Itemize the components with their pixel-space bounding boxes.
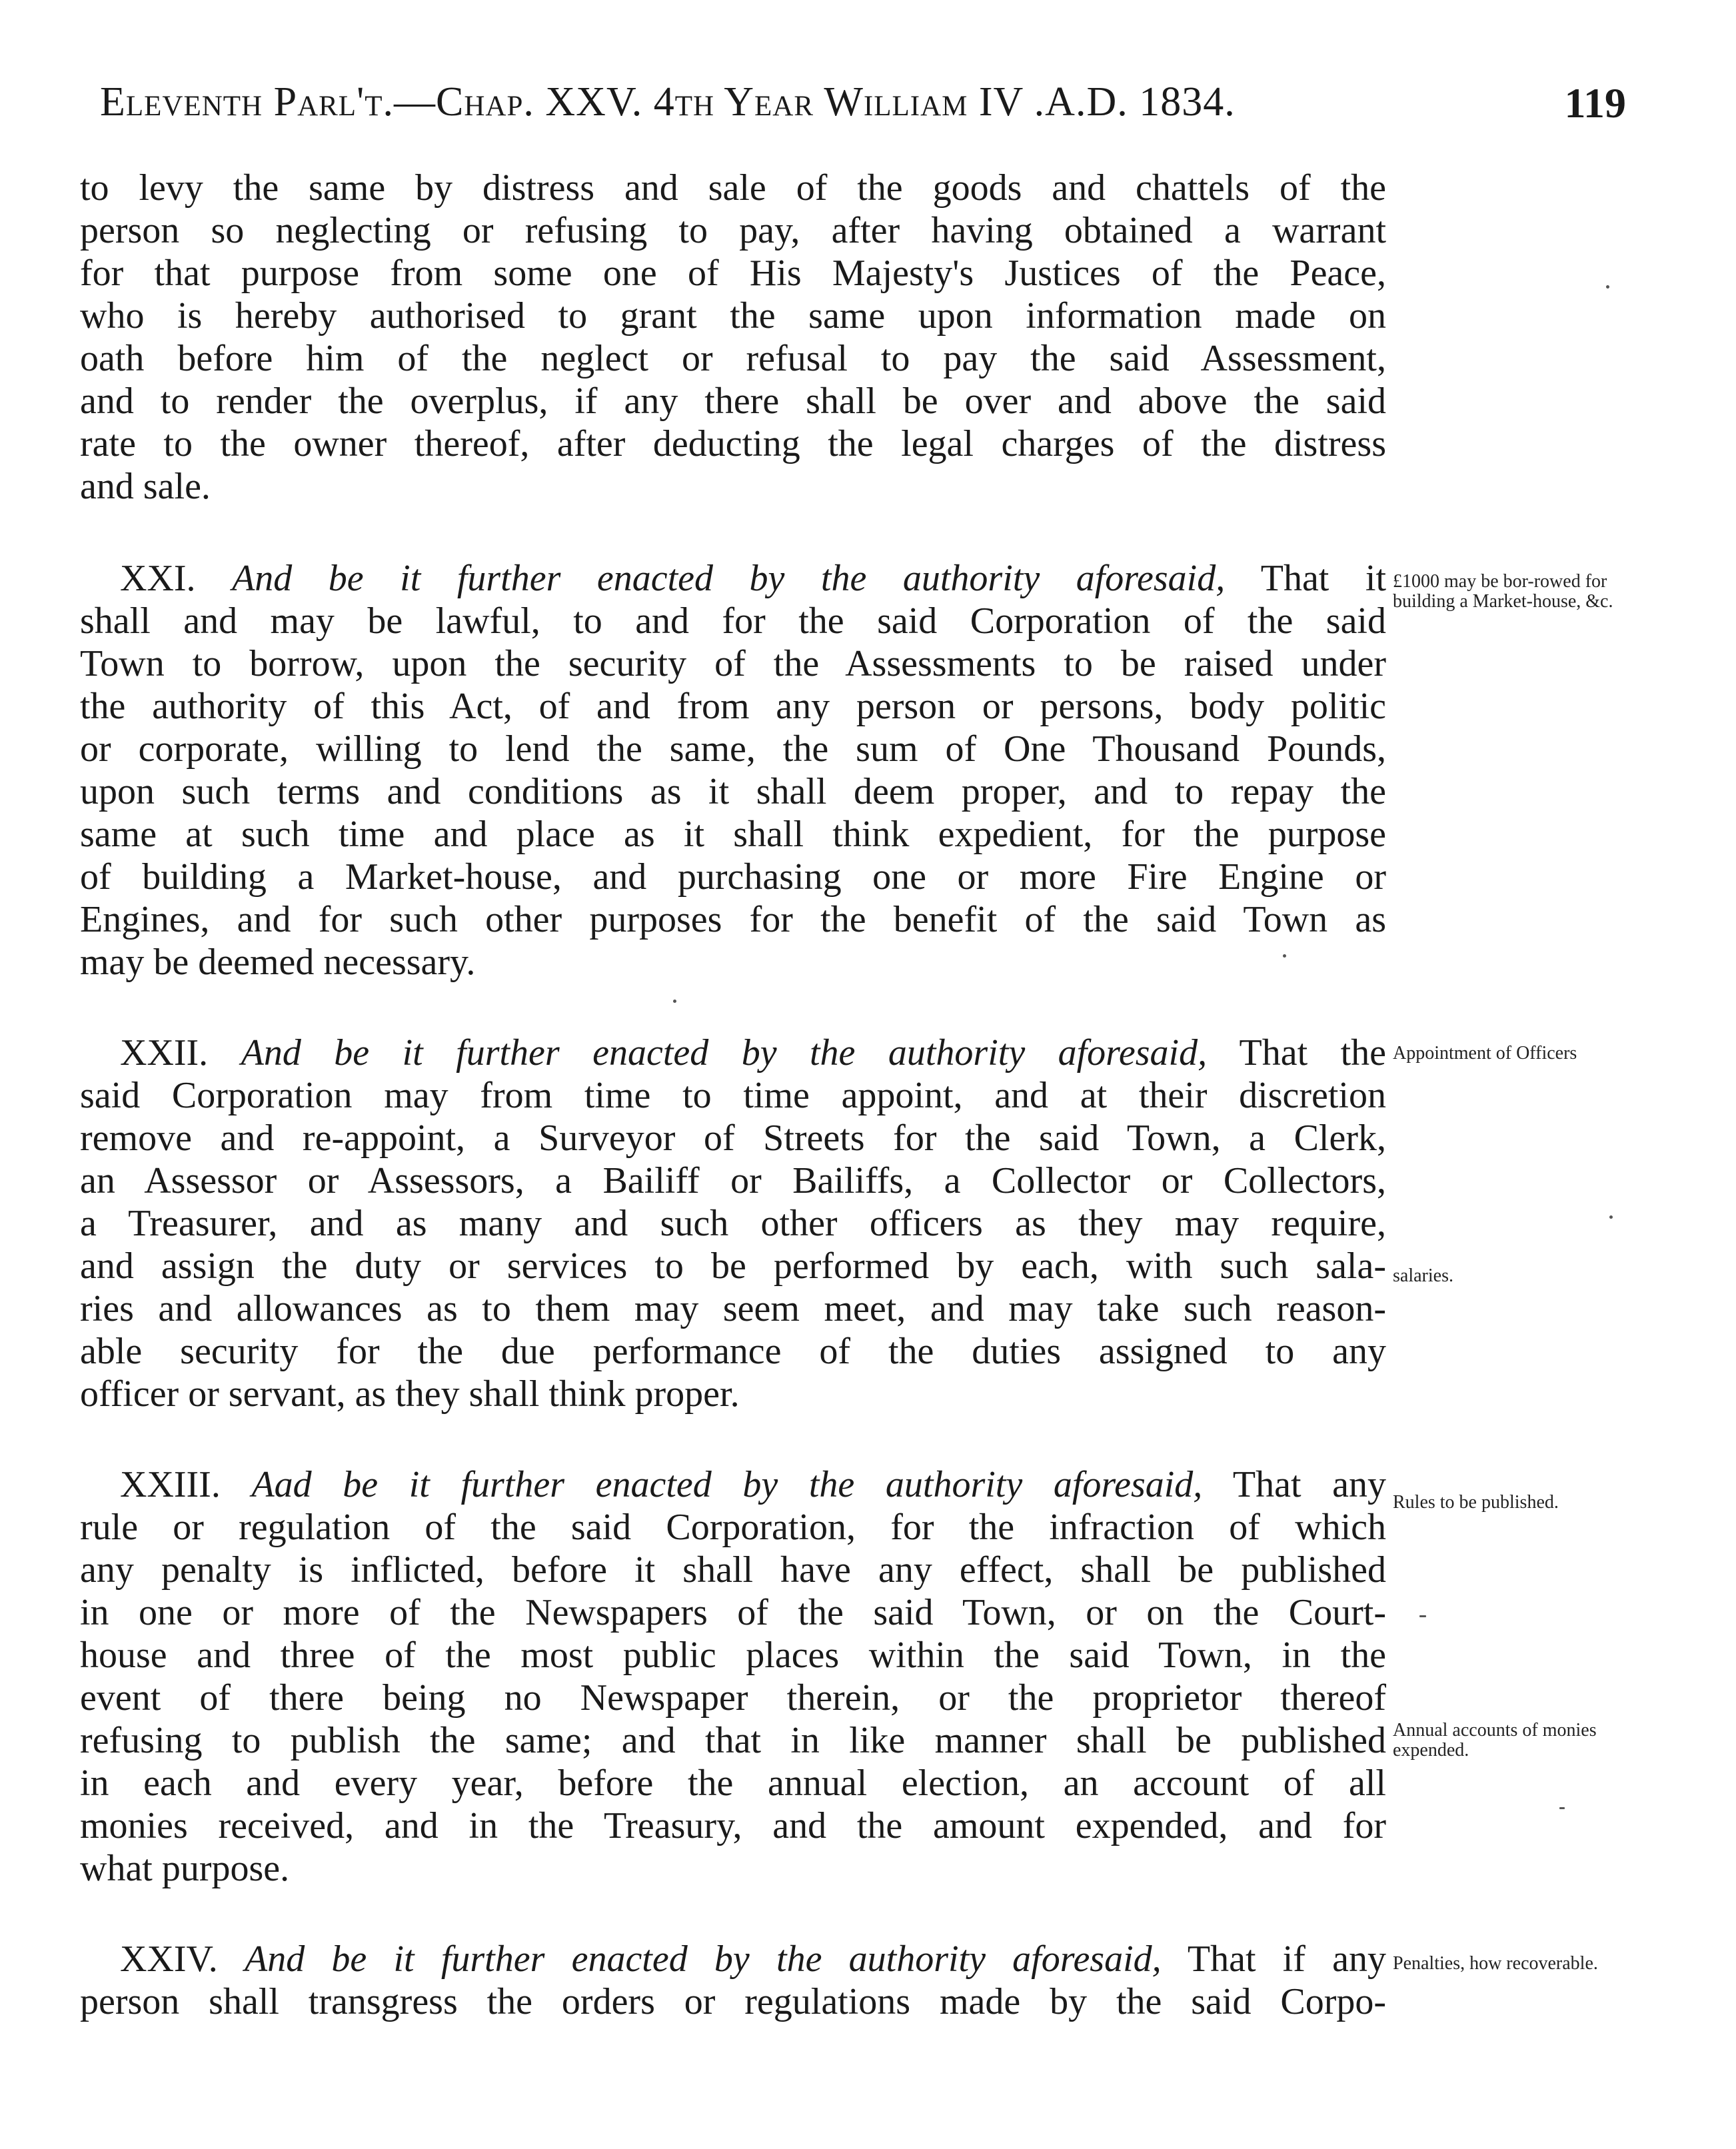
text-line: what purpose. bbox=[80, 1848, 290, 1889]
speck bbox=[1559, 1807, 1565, 1809]
text-line: and to render the overplus, if any there shall be over and above the said bbox=[80, 380, 1386, 422]
text-line: person so neglecting or refusing to pay, after having obtained a warrant bbox=[80, 210, 1386, 251]
section-number: XXI. bbox=[120, 558, 196, 599]
text-line: house and three of the most public places within the said Town, in the bbox=[80, 1635, 1386, 1676]
section-xxiv bbox=[80, 1938, 1386, 2023]
text-line: Engines, and for such other purposes for the benefit of the said Town as bbox=[80, 899, 1386, 940]
text-line: oath before him of the neglect or refusal to pay the said Assessment, bbox=[80, 338, 1386, 379]
margin-note-rules: Rules to be published. bbox=[1393, 1492, 1559, 1513]
section-opening-line bbox=[80, 1463, 1386, 1506]
text-line: a Treasurer, and as many and such other officers as they may require, bbox=[80, 1203, 1386, 1244]
section-opening-line bbox=[80, 1938, 1386, 1980]
text-line: event of there being no Newspaper therein, or the proprietor thereof bbox=[80, 1677, 1386, 1719]
speck bbox=[1419, 1615, 1426, 1617]
text-line: or corporate, willing to lend the same, the sum of One Thousand Pounds, bbox=[80, 728, 1386, 770]
speck bbox=[1283, 954, 1286, 958]
margin-note-accounts: Annual accounts of monies expended. bbox=[1393, 1720, 1597, 1761]
section-continuation bbox=[80, 167, 1386, 508]
text-line: an Assessor or Assessors, a Bailiff or Bailiffs, a Collector or Collectors, bbox=[80, 1160, 1386, 1201]
text-line: rate to the owner thereof, after deducting the legal charges of the distress bbox=[80, 423, 1386, 464]
text-line: the authority of this Act, of and from any person or persons, body politic bbox=[80, 686, 1386, 727]
text-line: to levy the same by distress and sale of the goods and chattels of the bbox=[80, 167, 1386, 209]
margin-notes bbox=[1393, 0, 1659, 2149]
text-line: and assign the duty or services to be performed by each, with such sala- bbox=[80, 1245, 1386, 1287]
enacting-clause: And be it further enacted by the authority aforesaid, bbox=[244, 1938, 1162, 1980]
first-line-rest: That the bbox=[1239, 1032, 1387, 1074]
first-line-rest: That if any bbox=[1187, 1938, 1387, 1980]
body-text bbox=[80, 167, 1386, 2071]
first-line-rest: That it bbox=[1260, 558, 1386, 599]
text-line: same at such time and place as it shall think expedient, for the purpose bbox=[80, 814, 1386, 855]
section-xxi bbox=[80, 557, 1386, 984]
text-line: refusing to publish the same; and that in like manner shall be published bbox=[80, 1720, 1386, 1761]
section-xxii bbox=[80, 1032, 1386, 1415]
section-opening-line bbox=[80, 1032, 1386, 1074]
margin-note-penalties: Penalties, how recoverable. bbox=[1393, 1953, 1598, 1974]
section-number: XXIII. bbox=[120, 1464, 221, 1505]
text-line: able security for the due performance of the duties assigned to any bbox=[80, 1331, 1386, 1372]
speck bbox=[1606, 285, 1609, 289]
section-number: XXIV. bbox=[120, 1938, 218, 1980]
text-line: rule or regulation of the said Corporation, for the infraction of which bbox=[80, 1507, 1386, 1548]
speck bbox=[1609, 1215, 1613, 1219]
text-line: upon such terms and conditions as it shall deem proper, and to repay the bbox=[80, 771, 1386, 812]
margin-note-borrowing: £1000 may be bor-rowed for building a Market-house, &c. bbox=[1393, 571, 1613, 612]
enacting-clause: And be it further enacted by the authority aforesaid, bbox=[232, 558, 1226, 599]
section-opening-line bbox=[80, 557, 1386, 600]
section-number: XXII. bbox=[120, 1032, 209, 1074]
text-line: Town to borrow, upon the security of the Assessments to be raised under bbox=[80, 643, 1386, 684]
enacting-clause: And be it further enacted by the authority aforesaid, bbox=[241, 1032, 1208, 1074]
text-line: any penalty is inflicted, before it shall have any effect, shall be published bbox=[80, 1549, 1386, 1591]
page-number: 119 bbox=[1564, 79, 1626, 127]
enacting-clause: Aad be it further enacted by the authority aforesaid, bbox=[251, 1464, 1203, 1505]
text-line: may be deemed necessary. bbox=[80, 942, 476, 983]
first-line-rest: That any bbox=[1232, 1464, 1387, 1505]
text-line: remove and re-appoint, a Surveyor of Streets for the said Town, a Clerk, bbox=[80, 1117, 1386, 1159]
text-line: in one or more of the Newspapers of the said Town, or on the Court- bbox=[80, 1592, 1386, 1633]
text-line: of building a Market-house, and purchasing one or more Fire Engine or bbox=[80, 856, 1386, 898]
text-line: who is hereby authorised to grant the same upon information made on bbox=[80, 295, 1386, 337]
margin-note-officers: Appointment of Officers bbox=[1393, 1043, 1577, 1064]
text-line: person shall transgress the orders or regulations made by the said Corpo- bbox=[80, 1981, 1386, 2022]
text-line: said Corporation may from time to time appoint, and at their discretion bbox=[80, 1075, 1386, 1116]
margin-note-salaries: salaries. bbox=[1393, 1265, 1453, 1286]
text-line: monies received, and in the Treasury, and the amount expended, and for bbox=[80, 1805, 1386, 1846]
section-xxiii bbox=[80, 1463, 1386, 1890]
text-line: shall and may be lawful, to and for the said Corporation of the said bbox=[80, 600, 1386, 642]
text-line: for that purpose from some one of His Majesty's Justices of the Peace, bbox=[80, 253, 1386, 294]
text-line: ries and allowances as to them may seem meet, and may take such reason- bbox=[80, 1288, 1386, 1329]
text-line: officer or servant, as they shall think proper. bbox=[80, 1373, 740, 1415]
text-line: in each and every year, before the annual election, an account of all bbox=[80, 1763, 1386, 1804]
text-line: and sale. bbox=[80, 466, 211, 507]
running-head-title: Eleventh Parl't.—Chap. XXV. 4th Year William IV .A.D. 1834. bbox=[100, 79, 1236, 125]
speck bbox=[673, 1000, 676, 1003]
